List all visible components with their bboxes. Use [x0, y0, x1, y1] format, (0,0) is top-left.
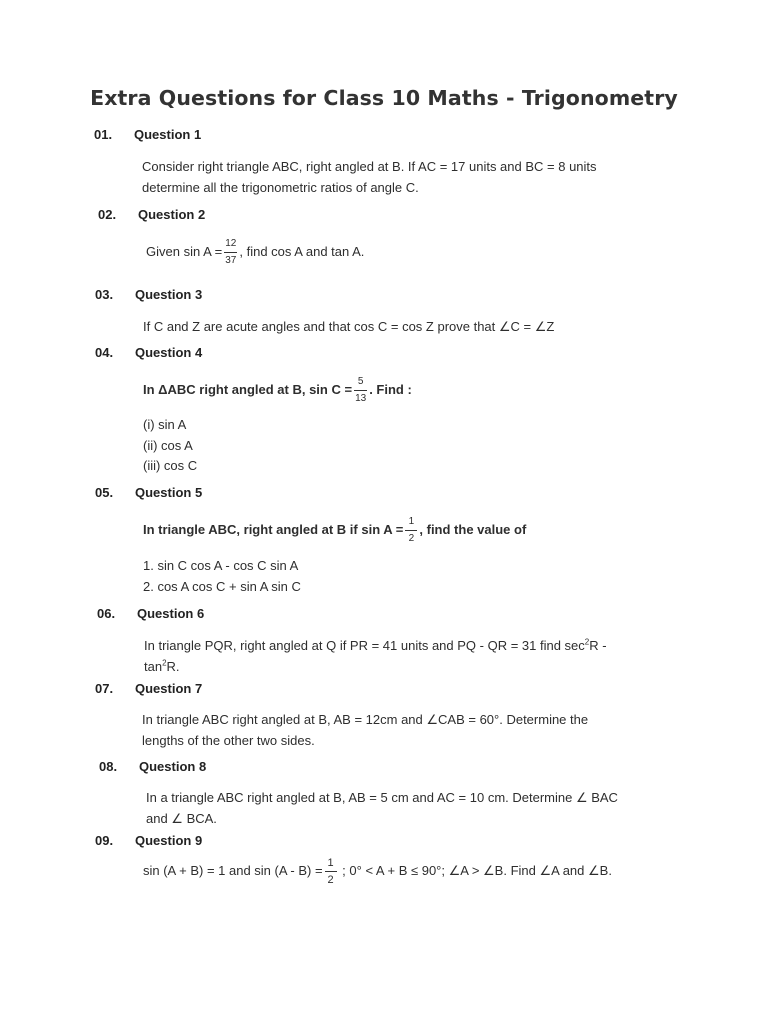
question-label: Question 3 — [135, 287, 203, 302]
question-heading — [99, 759, 206, 774]
question-text — [146, 787, 618, 829]
question-heading — [95, 287, 202, 302]
question-text-pre: In triangle ABC, right angled at B if sin A = — [143, 521, 404, 537]
question-line: determine all the trigonometric ratios of angle C. — [142, 180, 419, 195]
question-line: In triangle ABC right angled at B, AB = 12cm and ∠CAB = 60°. Determine the — [142, 712, 589, 727]
question-text — [142, 156, 597, 198]
question-label: Question 2 — [138, 207, 206, 222]
fraction-denominator: 2 — [327, 874, 334, 886]
question-text-pre: In triangle PQR, right angled at Q if PR = 41 units and PQ - QR = 31 find sec — [144, 638, 585, 653]
fraction-denominator: 37 — [225, 255, 237, 266]
question-label: Question 5 — [135, 485, 203, 500]
fraction — [224, 238, 237, 267]
question-number: 06. — [97, 606, 116, 621]
fraction-denominator: 2 — [408, 533, 415, 544]
fraction-numerator: 1 — [408, 516, 415, 527]
question-heading — [98, 207, 205, 222]
question-line: In a triangle ABC right angled at B, AB = 5 cm and AC = 10 cm. Determine ∠ BAC — [146, 790, 618, 805]
question-number: 09. — [95, 833, 114, 848]
question-number: 08. — [99, 759, 118, 774]
fraction — [405, 516, 417, 545]
fraction-denominator: 13 — [355, 393, 367, 404]
fraction-numerator: 5 — [357, 376, 364, 387]
question-text-post: R - — [589, 638, 607, 653]
question-text-post: R. — [166, 659, 180, 674]
question-line: Consider right triangle ABC, right angled at B. If AC = 17 units and BC = 8 units — [142, 159, 597, 174]
question-text — [146, 238, 364, 267]
question-text-post: , find the value of — [419, 521, 527, 537]
fraction-bar — [325, 871, 337, 872]
question-heading — [95, 833, 202, 848]
fraction-numerator: 1 — [327, 857, 334, 869]
question-label: Question 6 — [137, 606, 205, 621]
question-text — [143, 376, 412, 405]
question-number: 02. — [98, 207, 117, 222]
question-heading — [95, 681, 202, 696]
question-text — [143, 857, 612, 886]
fraction-numerator: 12 — [225, 238, 237, 249]
list-item: (ii) cos A — [143, 437, 193, 453]
question-line: and ∠ BCA. — [146, 811, 217, 826]
question-items — [143, 415, 197, 477]
question-text-pre: Given sin A = — [146, 243, 223, 259]
question-line: lengths of the other two sides. — [142, 733, 315, 748]
question-label: Question 8 — [139, 759, 207, 774]
list-item: 2. cos A cos C + sin A sin C — [143, 578, 301, 594]
question-text-post: . Find : — [369, 381, 412, 397]
question-heading — [95, 345, 202, 360]
question-heading — [97, 606, 204, 621]
question-heading — [94, 127, 201, 142]
fraction — [325, 857, 337, 886]
question-text — [143, 316, 554, 337]
fraction — [354, 376, 367, 405]
list-item: (iii) cos C — [143, 458, 198, 473]
question-items — [143, 556, 301, 597]
question-label: Question 1 — [134, 127, 202, 142]
question-line — [144, 656, 607, 677]
fraction-bar — [224, 252, 237, 253]
question-number: 03. — [95, 287, 114, 302]
question-text-post: ; 0° < A + B ≤ 90°; ∠A > ∠B. Find ∠A and ∠B. — [338, 862, 612, 878]
question-heading — [95, 485, 202, 500]
question-line: If C and Z are acute angles and that cos C = cos Z prove that ∠C = ∠Z — [143, 319, 555, 334]
question-text — [142, 709, 588, 751]
question-label: Question 4 — [135, 345, 203, 360]
question-text-pre: tan — [144, 659, 163, 674]
fraction-bar — [405, 530, 417, 531]
question-text-post: , find cos A and tan A. — [239, 243, 365, 259]
list-item: (i) sin A — [143, 417, 187, 432]
question-label: Question 9 — [135, 833, 203, 848]
question-label: Question 7 — [135, 681, 203, 696]
fraction-bar — [354, 390, 367, 391]
question-text — [144, 635, 607, 677]
page-title: Extra Questions for Class 10 Maths - Trigonometry — [90, 86, 678, 110]
question-text — [143, 516, 526, 545]
question-text-pre: In ΔABC right angled at B, sin C = — [143, 381, 353, 397]
superscript: 2 — [162, 658, 167, 668]
question-number: 05. — [95, 485, 114, 500]
question-number: 04. — [95, 345, 114, 360]
question-number: 07. — [95, 681, 114, 696]
list-item: 1. sin C cos A - cos C sin A — [143, 558, 299, 573]
question-text-pre: sin (A + B) = 1 and sin (A - B) = — [143, 862, 323, 878]
question-line — [144, 635, 607, 656]
superscript: 2 — [584, 637, 590, 647]
question-number: 01. — [94, 127, 113, 142]
